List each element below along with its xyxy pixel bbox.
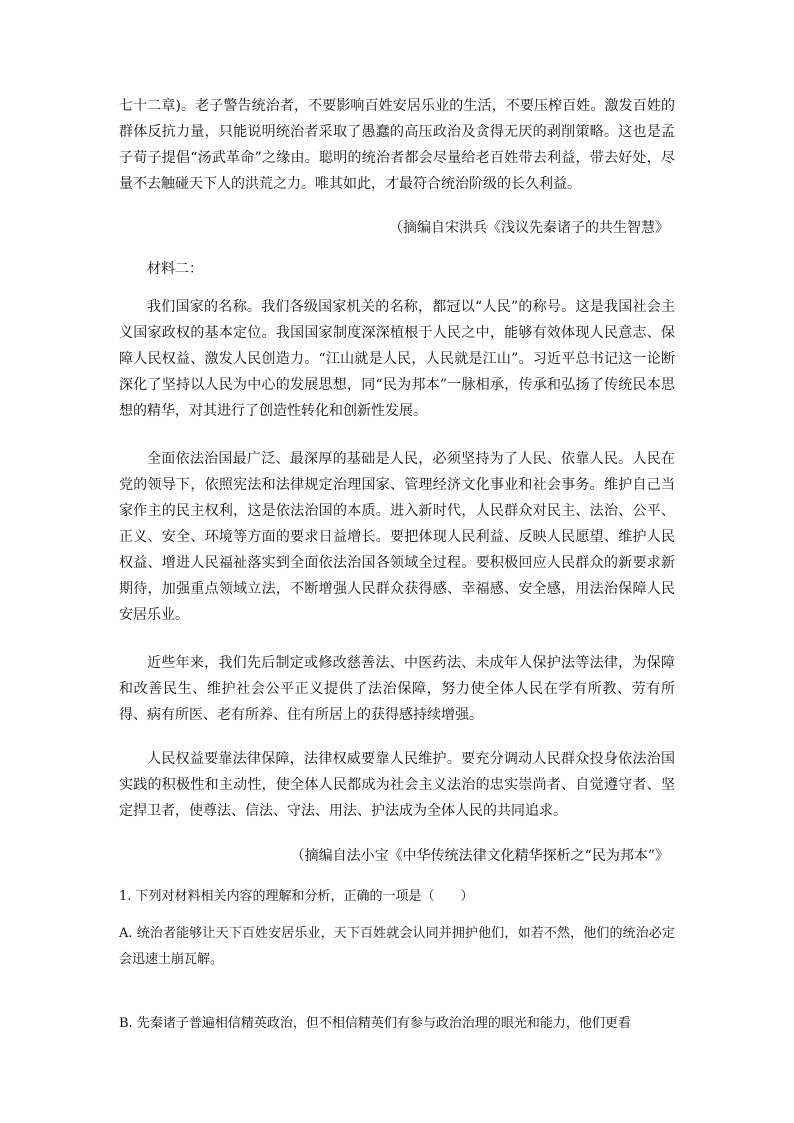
material2-heading: 材料二： — [147, 261, 203, 277]
question-stem: 1. 下列对材料相关内容的理解和分析，正确的一项是（ ） — [119, 889, 474, 904]
material2-paragraph-2: 全面依法治国最广泛、最深厚的基础是人民，必须坚持为了人民、依靠人民。人民在党的领导下，依照宪法和法律规定治理国家、管理经济文化事业和社会事务。维护自己当家作主的民主权利，这是依法治国的本质。进入新时代，人民群众对民主、法治、公平、正义、安全、环境等方面的要求日益增长。要把体现人民利益、反映人民愿望、维护人民权益、增进人民福祉落实到全面依法治国各领域全过程。要积极回应人民群众的新要求新期待，加强重点领域立法，不断增强人民群众获得感、幸福感、安全感，用法治保障人民安居乐业。 — [119, 451, 675, 623]
material2-paragraph-3: 近些年来，我们先后制定或修改慈善法、中医药法、未成年人保护法等法律，为保障和改善民生、维护社会公平正义提供了法治保障，努力使全体人民在学有所教、劳有所得、病有所医、老有所养、住有所居上的获得感持续增强。 — [119, 655, 675, 723]
material2-source: （摘编自法小宝《中华传统法律文化精华探析之“民为邦本”》 — [290, 848, 669, 864]
material1-tail-paragraph: 七十二章)。老子警告统治者，不要影响百姓安居乐业的生活，不要压榨百姓。激发百姓的群体反抗力量，只能说明统治者采取了愚蠢的高压政治及贪得无厌的剥削策略。这也是孟子荀子提倡“汤武革命”之缘由。聪明的统治者都会尽量给老百姓带去利益，带去好处，尽量不去触碰天下人的洪荒之力。唯其如此，才最符合统治阶级的长久利益。 — [119, 98, 675, 192]
material2-paragraph-1: 我们国家的名称。我们各级国家机关的名称，都冠以“人民”的称号。这是我国社会主义国家政权的基本定位。我国国家制度深深植根于人民之中，能够有效体现人民意志、保障人民权益、激发人民创造力。“江山就是人民，人民就是江山”。习近平总书记这一论断深化了坚持以人民为中心的发展思想，同“民为邦本”一脉相承，传承和弘扬了传统民本思想的精华，对其进行了创造性转化和创新性发展。 — [119, 299, 675, 419]
question-option-b: B. 先秦诸子普遍相信精英政治，但不相信精英们有参与政治治理的眼光和能力，他们更看 — [119, 1016, 631, 1031]
question-option-a: A. 统治者能够让天下百姓安居乐业，天下百姓就会认同并拥护他们，如若不然，他们的统治必定会迅速土崩瓦解。 — [119, 926, 675, 967]
material1-source: （摘编自宋洪兵《浅议先秦诸子的共生智慧》 — [389, 220, 669, 236]
material2-paragraph-4: 人民权益要靠法律保障，法律权威要靠人民维护。要充分调动人民群众投身依法治国实践的积极性和主动性，使全体人民都成为社会主义法治的忠实崇尚者、自觉遵守者、坚定捍卫者，使尊法、信法、守法、用法、护法成为全体人民的共同追求。 — [119, 751, 675, 819]
